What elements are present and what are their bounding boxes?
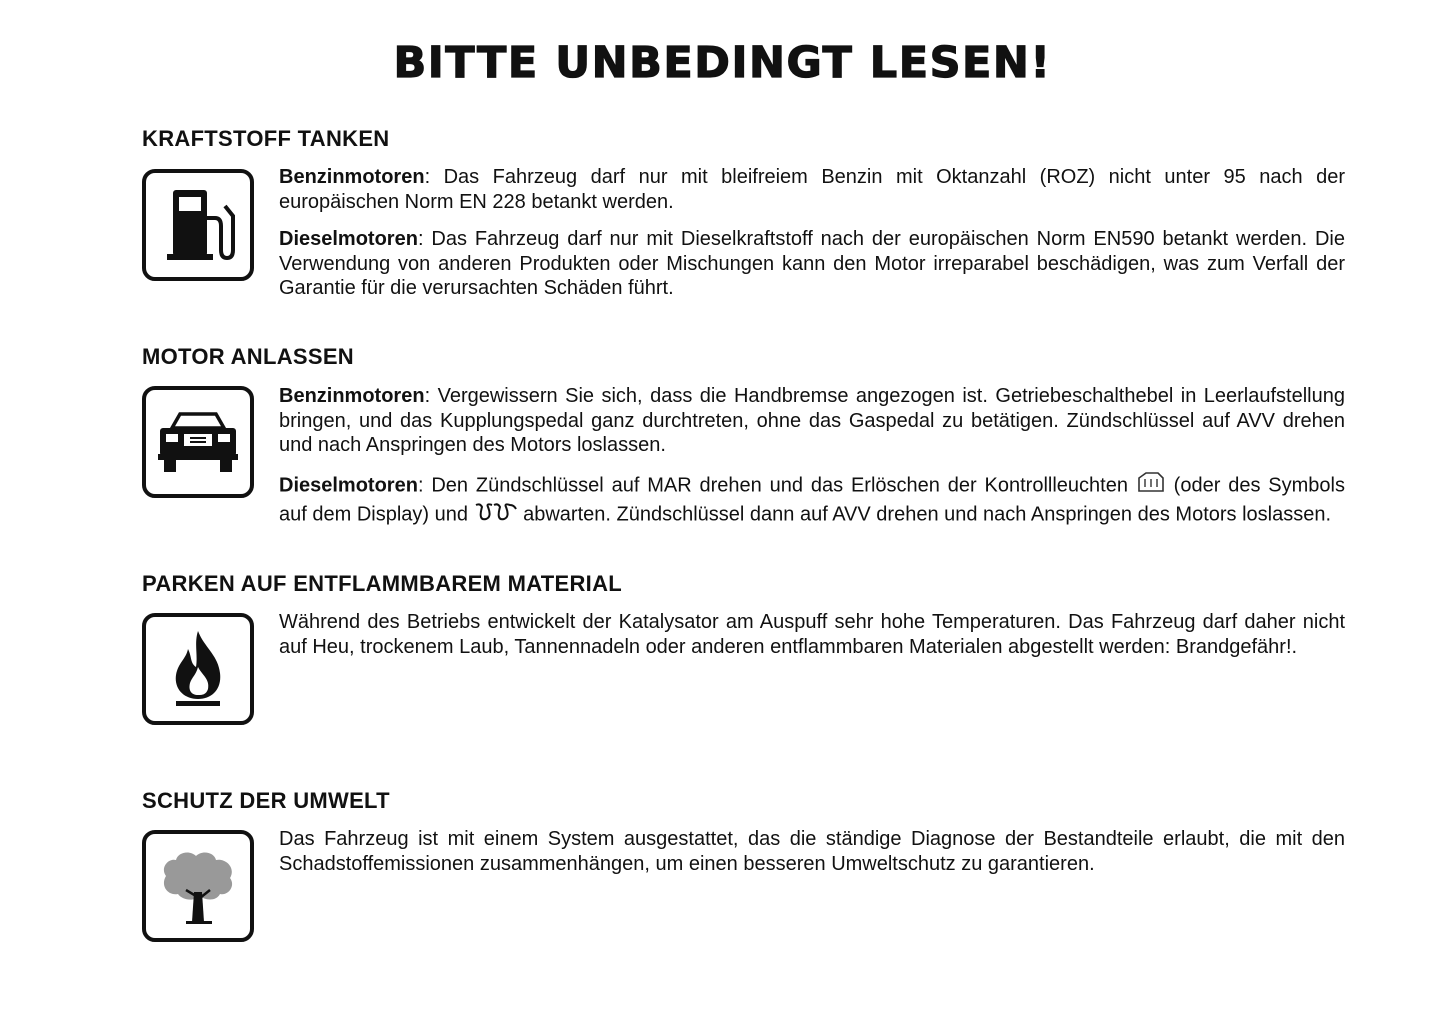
paragraph-text: (oder des Symbols auf dem Display) und	[279, 474, 1345, 526]
section-body-environment	[279, 827, 1345, 889]
fuel-pump-icon	[142, 169, 254, 281]
paragraph: Das Fahrzeug ist mit einem System ausgestattet, das die ständige Diagnose der Bestandteile erlaubt, die mit den Schadstoffemissionen zusammenhängen, um einen besseren Umweltschutz zu garantieren.	[279, 828, 1345, 875]
paragraph	[279, 384, 1345, 458]
paragraph: Während des Betriebs entwickelt der Katalysator am Auspuff sehr hohe Temperaturen. Das Fahrzeug darf daher nicht auf Heu, trockenem Laub, Tannennadeln oder anderen entflammbaren Materialen abgestellt werden: Brandgefähr!.	[279, 611, 1345, 658]
paragraph-text: : Den Zündschlüssel auf MAR drehen und das Erlöschen der Kontrollleuchten	[417, 474, 1128, 497]
paragraph	[279, 471, 1345, 530]
paragraph	[279, 227, 1345, 301]
section-heading-fuel: KRAFTSTOFF TANKEN	[142, 126, 390, 151]
paragraph-text: abwarten. Zündschlüssel dann auf AVV drehen und nach Anspringen des Motors loslassen.	[523, 503, 1332, 526]
section-heading-environment: SCHUTZ DER UMWELT	[142, 788, 390, 813]
car-front-icon	[142, 386, 254, 498]
section-body-fuel	[279, 165, 1345, 314]
glow-plug-icon	[474, 501, 518, 530]
flame-icon	[142, 613, 254, 725]
section-heading-start: MOTOR ANLASSEN	[142, 344, 354, 369]
paragraph-lead: Benzinmotoren	[279, 166, 425, 188]
warning-lamp-icon	[1136, 471, 1166, 502]
paragraph	[279, 165, 1345, 214]
paragraph-text: : Vergewissern Sie sich, dass die Handbremse angezogen ist. Getriebeschalthebel in Leerlaufstellung bringen, und das Kupplungspedal ganz durchtreten, ohne das Gaspedal zu betätigen. Zündschlüssel auf AVV drehen und nach Anspringen des Motors loslassen.	[279, 385, 1345, 456]
paragraph-text: : Das Fahrzeug darf nur mit Dieselkraftstoff nach der europäischen Norm EN590 betankt werden. Die Verwendung von anderen Produkten oder Mischungen kann den Motor irreparabel beschädigen, was zum Verfall der Garantie für die verursachten Schäden führt.	[279, 228, 1345, 299]
section-body-start	[279, 384, 1345, 543]
section-heading-parking: PARKEN AUF ENTFLAMMBAREM MATERIAL	[142, 571, 622, 596]
tree-icon	[142, 830, 254, 942]
paragraph-lead: Benzinmotoren	[279, 385, 425, 407]
paragraph-text: : Das Fahrzeug darf nur mit bleifreiem Benzin mit Oktanzahl (ROZ) nicht unter 95 nach der europäischen Norm EN 228 betankt werden.	[279, 166, 1345, 213]
paragraph-lead: Dieselmotoren	[279, 228, 418, 250]
page-title: BITTE UNBEDINGT LESEN!	[393, 38, 1052, 88]
paragraph-lead: Dieselmotoren	[279, 474, 418, 497]
section-body-parking	[279, 610, 1345, 672]
